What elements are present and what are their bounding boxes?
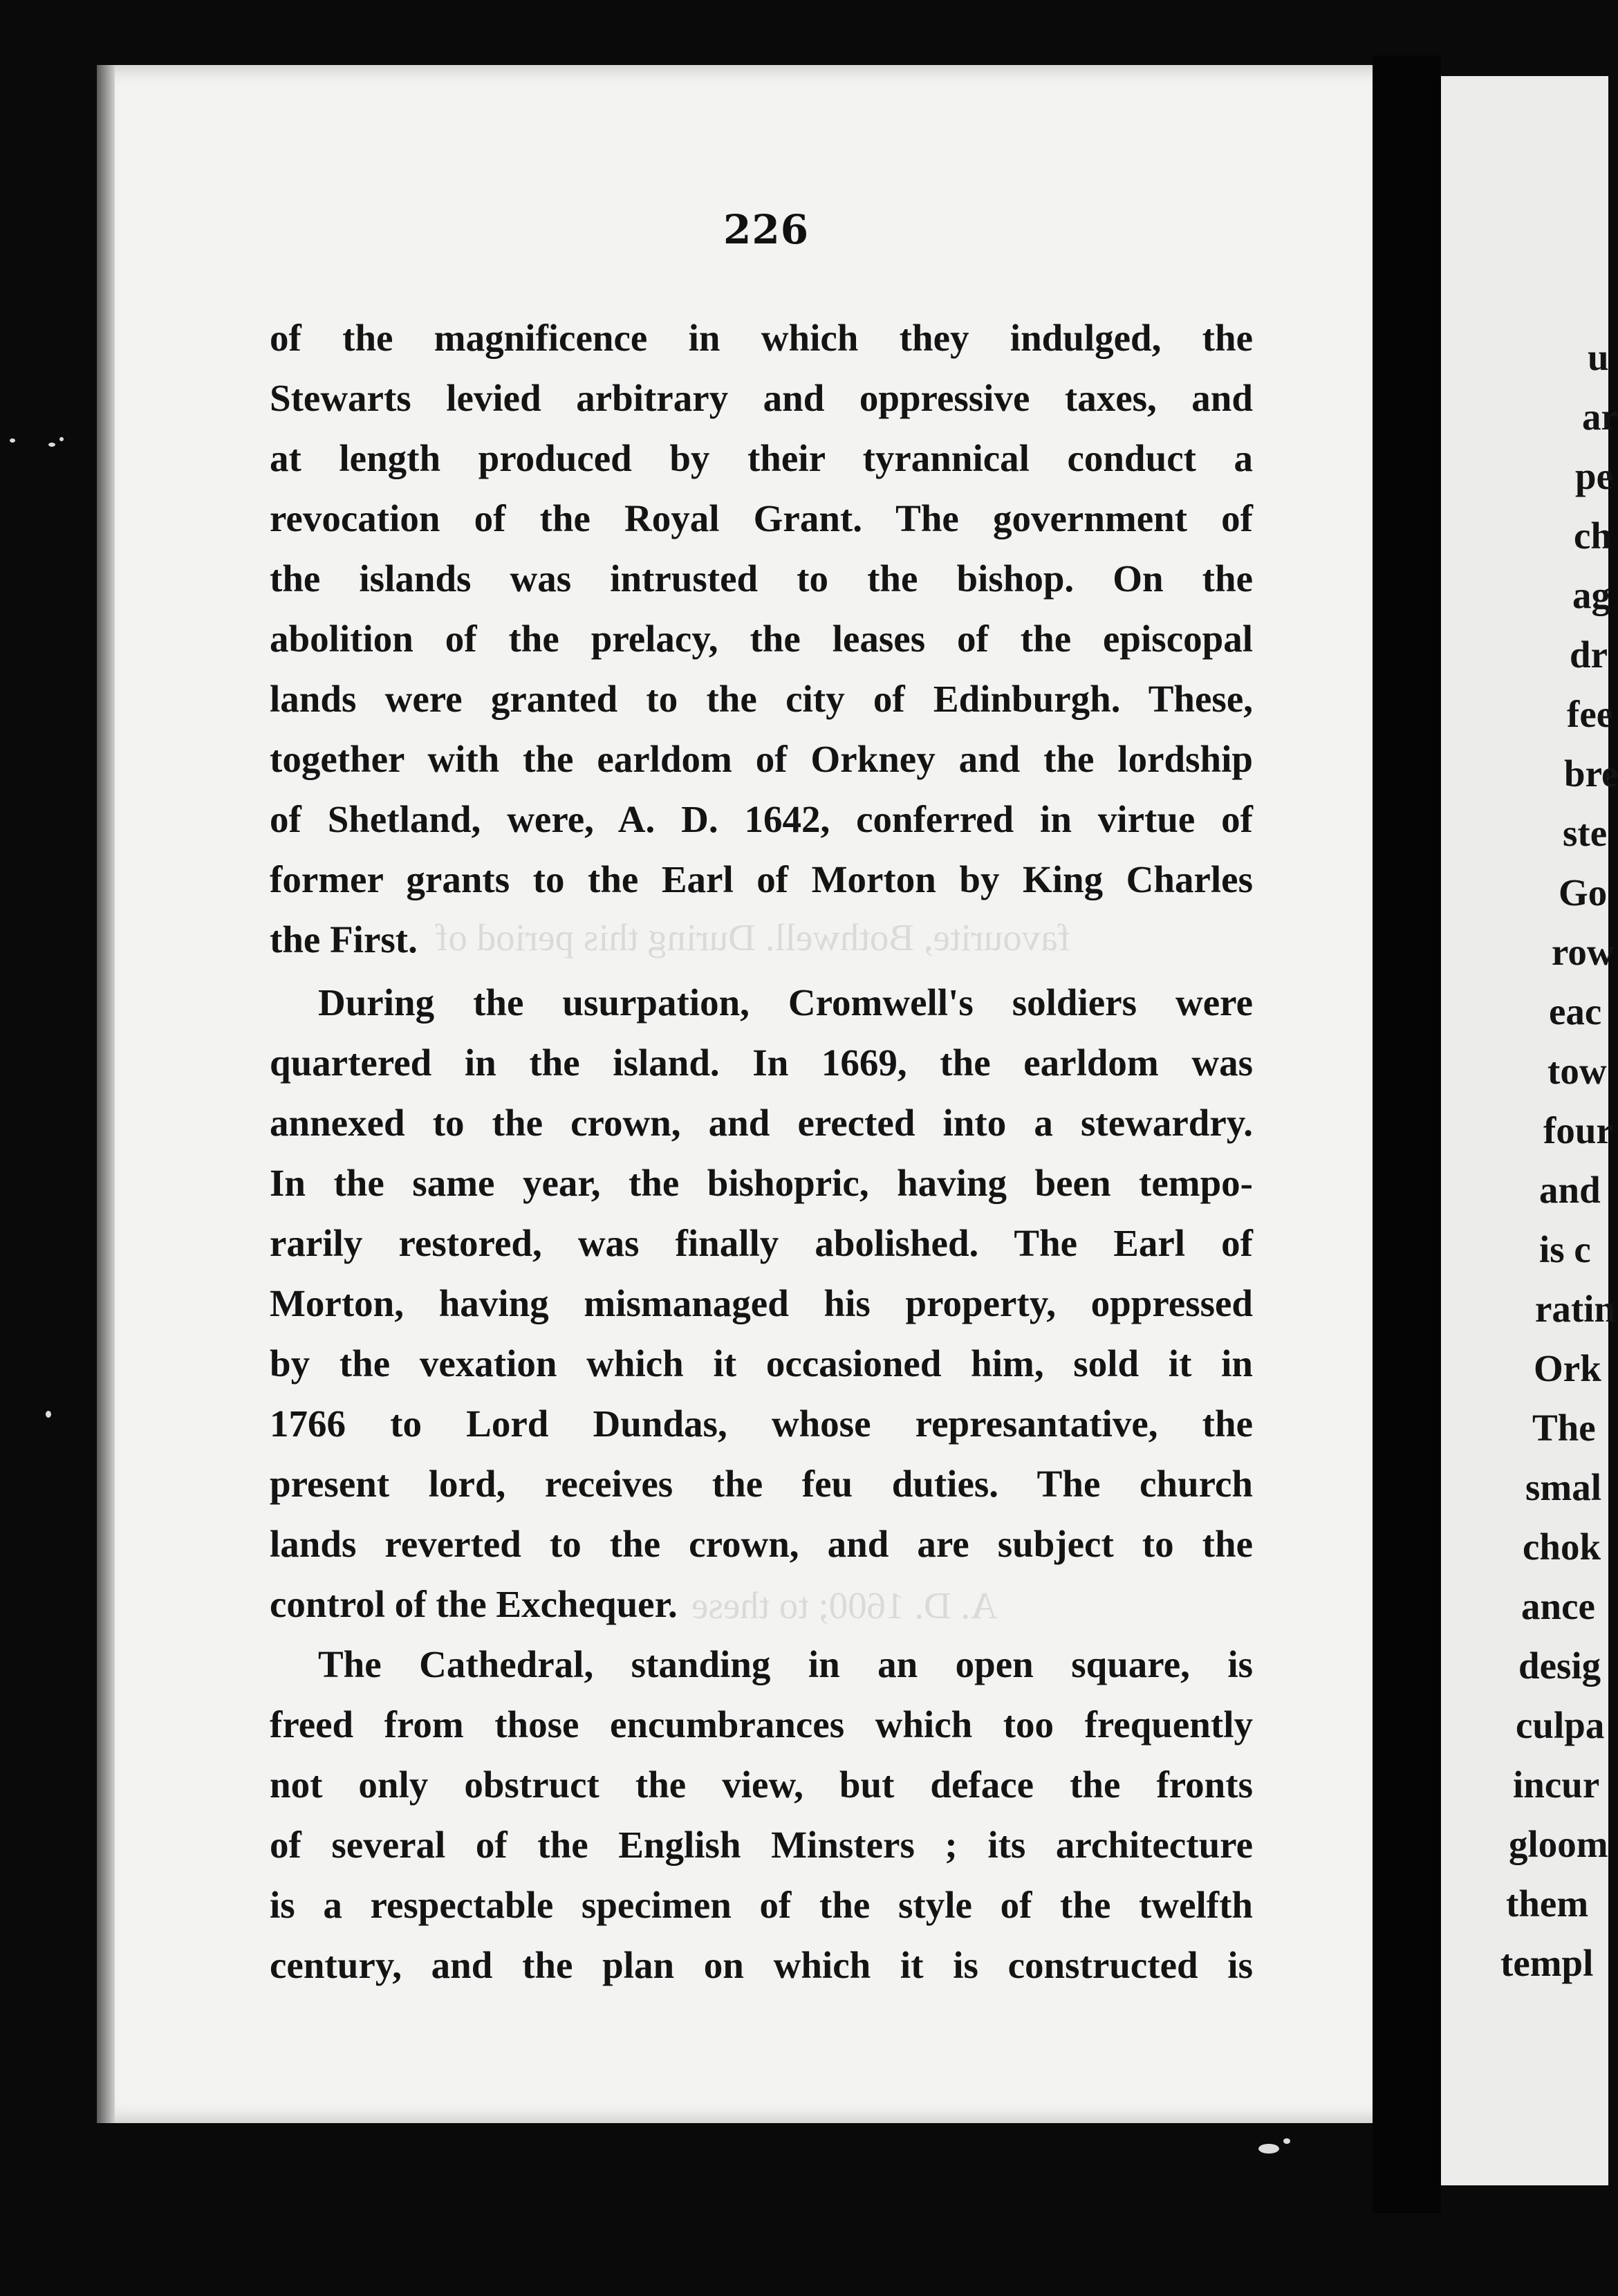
text-fragment: is c	[1539, 1228, 1591, 1270]
book-gutter	[1373, 55, 1441, 2213]
text-fragment: fee	[1567, 693, 1614, 735]
scan-speck	[59, 437, 64, 441]
text-line: at length produced by their tyrannical conduct a	[270, 437, 1253, 479]
text-line: In the same year, the bishopric, having been tempo-	[270, 1162, 1253, 1204]
text-line: of the magnificence in which they indulged, the	[270, 317, 1253, 359]
paragraph-first-line: The Cathedral, standing in an open square, is	[318, 1643, 1253, 1685]
text-line: lands reverted to the crown, and are subject to the	[270, 1523, 1253, 1565]
text-fragment: Ork	[1534, 1347, 1601, 1389]
text-fragment: templ	[1500, 1942, 1594, 1984]
text-fragment: dr	[1570, 633, 1608, 676]
text-fragment: and	[1539, 1169, 1601, 1211]
text-fragment: ch	[1574, 515, 1612, 557]
text-line: annexed to the crown, and erected into a stewardry.	[270, 1102, 1253, 1144]
text-line: control of the Exchequer.	[270, 1583, 678, 1625]
text-line: former grants to the Earl of Morton by King Charles	[270, 858, 1253, 900]
text-fragment: row	[1552, 931, 1615, 973]
paragraph-first-line: During the usurpation, Cromwell's soldiers were	[318, 981, 1253, 1024]
text-line: 1766 to Lord Dundas, whose represantative, the	[270, 1402, 1253, 1445]
text-line: freed from those encumbrances which too frequently	[270, 1703, 1253, 1746]
text-line: the islands was intrusted to the bishop. On the	[270, 557, 1253, 600]
text-fragment: The	[1532, 1407, 1596, 1449]
text-fragment: incur	[1513, 1763, 1600, 1806]
text-fragment: tow	[1547, 1050, 1607, 1092]
text-line: the First.	[270, 918, 418, 961]
text-line: Morton, having mismanaged his property, oppressed	[270, 1282, 1253, 1324]
text-line: together with the earldom of Orkney and the lordship	[270, 738, 1253, 780]
text-line: quartered in the island. In 1669, the earldom was	[270, 1041, 1253, 1084]
text-line: not only obstruct the view, but deface the fronts	[270, 1763, 1253, 1806]
text-fragment: eac	[1549, 990, 1602, 1033]
text-fragment: smal	[1525, 1466, 1601, 1508]
text-fragment: chok	[1523, 1526, 1601, 1568]
text-fragment: four	[1543, 1109, 1613, 1151]
text-fragment: pe	[1575, 455, 1613, 497]
text-line: revocation of the Royal Grant. The government of	[270, 497, 1253, 539]
text-line: lands were granted to the city of Edinburgh. These,	[270, 678, 1253, 720]
text-line: present lord, receives the feu duties. The church	[270, 1463, 1253, 1505]
text-line: abolition of the prelacy, the leases of the episcopal	[270, 618, 1253, 660]
text-fragment: bre	[1564, 752, 1618, 795]
text-line: of Shetland, were, A. D. 1642, conferred in virtue of	[270, 798, 1253, 840]
text-fragment: gloom	[1509, 1823, 1608, 1865]
text-fragment: Go	[1559, 871, 1608, 914]
bleed-through-text: A. D. 1600; to these	[691, 1584, 998, 1627]
bleed-through-text: favourite, Bothwell. During this period of	[436, 916, 1071, 959]
text-line: century, and the plan on which it is constructed is	[270, 1944, 1253, 1986]
text-fragment: ratin	[1535, 1288, 1616, 1330]
text-fragment: culpa	[1516, 1704, 1605, 1746]
scan-speck	[1258, 2144, 1279, 2154]
text-line: Stewarts levied arbitrary and oppressive taxes, and	[270, 377, 1253, 419]
text-fragment: them	[1506, 1882, 1589, 1925]
text-line: is a respectable specimen of the style of the twelfth	[270, 1884, 1253, 1926]
text-line: rarily restored, was finally abolished. The Earl of	[270, 1222, 1253, 1264]
text-fragment: ag	[1572, 574, 1610, 616]
text-fragment: ste	[1563, 812, 1608, 854]
scan-speck	[10, 438, 15, 443]
page-number: 226	[723, 206, 810, 253]
text-fragment: u	[1588, 336, 1609, 378]
text-fragment: ar	[1582, 396, 1618, 438]
text-fragment: ance	[1521, 1585, 1595, 1627]
scan-speck	[46, 1411, 51, 1418]
text-line: of several of the English Minsters ; its architecture	[270, 1824, 1253, 1866]
scan-speck	[1283, 2138, 1290, 2144]
text-line: by the vexation which it occasioned him, sold it in	[270, 1342, 1253, 1385]
scan-speck	[48, 443, 55, 447]
text-fragment: desig	[1518, 1645, 1601, 1687]
